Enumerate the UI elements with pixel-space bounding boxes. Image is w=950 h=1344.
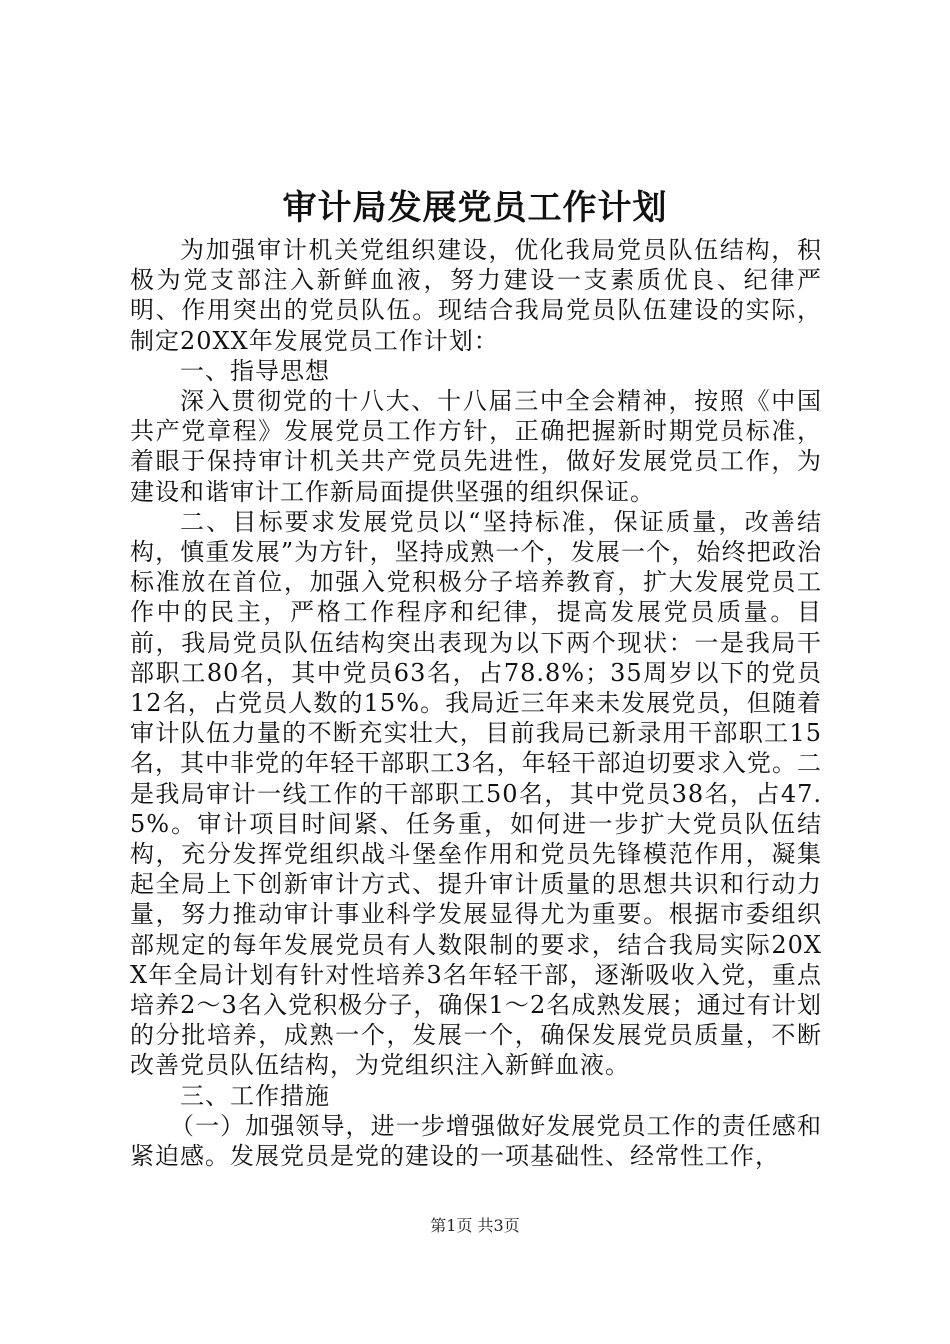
guiding-thought-paragraph: 深入贯彻党的十八大、十八届三中全会精神，按照《中国共产党章程》发展党员工作方针，正确把握新时期党员标准，着眼于保持审计机关共产党员先进性，做好发展党员工作，为建设和谐审计工作新局面提供坚强的组织保证。 — [130, 387, 822, 506]
page-footer: 第1页 共3页 — [430, 1216, 520, 1235]
goals-paragraph: 二、目标要求发展党员以“坚持标准，保证质量，改善结构，慎重发展”为方针，坚持成熟一个，发展一个，始终把政治标准放在首位，加强入党积极分子培养教育，扩大发展党员工作中的民主，严格工作程序和纪律，提高发展党员质量。目前，我局党员队伍结构突出表现为以下两个现状：一是我局干部职工80名，其中党员63名，占78.8%；35周岁以下的党员12名，占党员人数的15%。我局近三年来未发展党员，但随着审计队伍力量的不断充实壮大，目前我局已新录用干部职工15名，其中非党的年轻干部职工3名，年轻干部迫切要求入党。二是我局审计一线工作的干部职工50名，其中党员38名，占47.5%。审计项目时间紧、任务重，如何进一步扩大党员队伍结构，充分发挥党组织战斗堡垒作用和党员先锋模范作用，凝集起全局上下创新审计方式、提升审计质量的思想共识和行动力量，努力推动审计事业科学发展显得尤为重要。根据市委组织部规定的每年发展党员有人数限制的要求，结合我局实际20XX年全局计划有针对性培养3名年轻干部，逐渐吸收入党，重点培养2～3名入党积极分子，确保1～2名成熟发展；通过有计划的分批培养，成熟一个，发展一个，确保发展党员质量，不断改善党员队伍结构，为党组织注入新鲜血液。 — [130, 507, 822, 1080]
document-title: 审计局发展党员工作计划 — [282, 188, 668, 228]
intro-paragraph: 为加强审计机关党组织建设，优化我局党员队伍结构，积极为党支部注入新鲜血液，努力建设一支素质优良、纪律严明、作用突出的党员队伍。现结合我局党员队伍建设的实际，制定20XX年发展党员工作计划： — [130, 236, 822, 355]
section-heading-guiding-thought: 一、指导思想 — [180, 356, 330, 385]
measures-paragraph: （一）加强领导，进一步增强做好发展党员工作的责任感和紧迫感。发展党员是党的建设的一项基础性、经常性工作， — [130, 1111, 822, 1171]
section-heading-work-measures: 三、工作措施 — [180, 1081, 330, 1110]
document-body — [130, 235, 822, 1171]
